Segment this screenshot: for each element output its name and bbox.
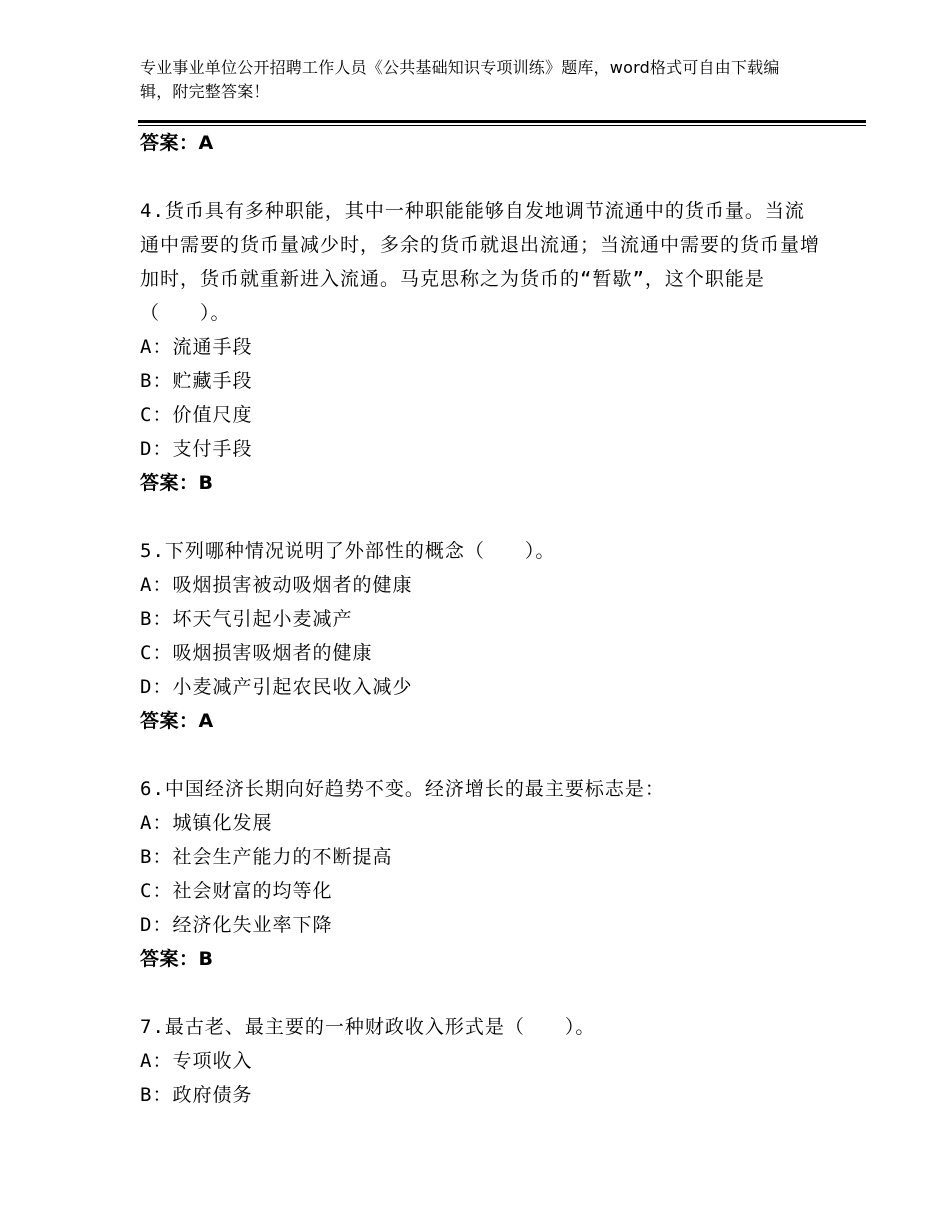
question-text: 7.最古老、最主要的一种财政收入形式是（ ）。 — [140, 1016, 596, 1038]
question-item — [140, 194, 820, 500]
option-a: A：专项收入 — [140, 1050, 253, 1072]
answer-line: 答案：A — [140, 132, 214, 154]
question-list — [140, 126, 820, 1112]
question-text: 6.中国经济长期向好趋势不变。经济增长的最主要标志是： — [140, 778, 665, 800]
option-c: C：社会财富的均等化 — [140, 880, 333, 902]
question-item — [140, 772, 820, 976]
option-a: A：流通手段 — [140, 336, 253, 358]
option-d: D：小麦减产引起农民收入减少 — [140, 676, 413, 698]
question-text: 4.货币具有多种职能，其中一种职能能够自发地调节流通中的货币量。当流通中需要的货币量减少时，多余的货币就退出流通；当流通中需要的货币量增加时，货币就重新进入流通。马克思称之为货币的“暂歇”，这个职能是（ ）。 — [140, 200, 821, 324]
option-d: D：经济化失业率下降 — [140, 914, 333, 936]
question-text: 5.下列哪种情况说明了外部性的概念（ ）。 — [140, 540, 556, 562]
answer-line: 答案：B — [140, 472, 214, 494]
option-c: C：吸烟损害吸烟者的健康 — [140, 642, 373, 664]
question-item — [140, 534, 820, 738]
option-b: B：贮藏手段 — [140, 370, 253, 392]
option-b: B：政府债务 — [140, 1084, 253, 1106]
option-a: A：吸烟损害被动吸烟者的健康 — [140, 574, 413, 596]
answer-line: 答案：A — [140, 710, 214, 732]
option-b: B：社会生产能力的不断提高 — [140, 846, 393, 868]
answer-line: 答案：B — [140, 948, 214, 970]
option-c: C：价值尺度 — [140, 404, 253, 426]
option-d: D：支付手段 — [140, 438, 253, 460]
page-header: 专业事业单位公开招聘工作人员《公共基础知识专项训练》题库，word格式可自由下载编辑，附完整答案！ — [140, 58, 780, 101]
option-a: A：城镇化发展 — [140, 812, 273, 834]
option-b: B：坏天气引起小麦减产 — [140, 608, 353, 630]
question-item — [140, 1010, 820, 1112]
header-rule-thick — [138, 120, 866, 123]
